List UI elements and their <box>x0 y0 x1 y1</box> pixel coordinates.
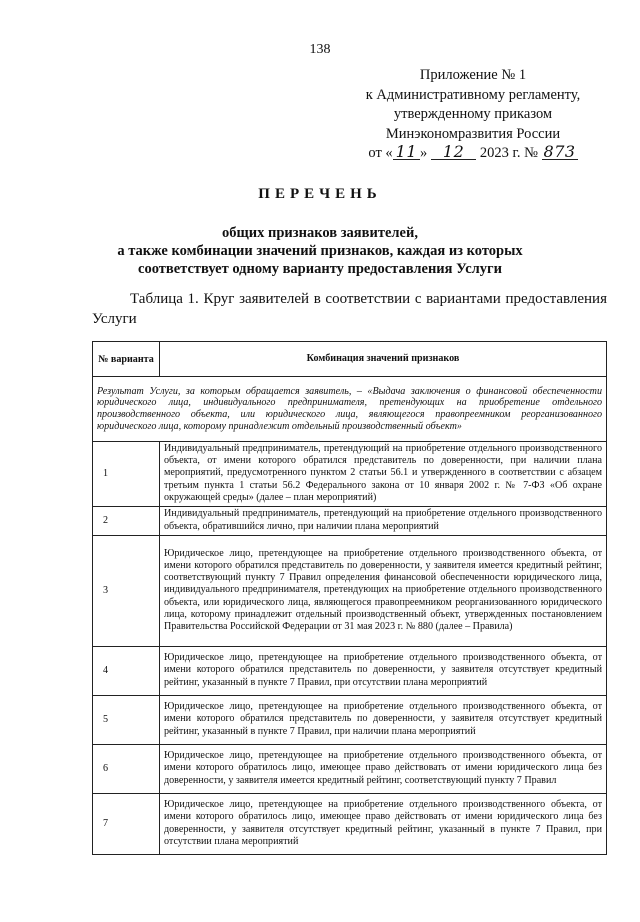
table-row <box>93 647 607 696</box>
appendix-line-3: утвержденному приказом <box>393 106 553 122</box>
document-title: ПЕРЕЧЕНЬ <box>258 186 382 202</box>
appendix-line-4: Минэкономразвития России <box>385 125 561 142</box>
variant-combination: Юридическое лицо, претендующее на приобретение отдельного производственного объекта, от имени которого обратилось лицо, имеющее право действовать от имени юридического лица без доверенности, у заявителя отсутствует кредитный рейтинг, указанный в пункте 7 Правил, при отсутствии плана мероприятий <box>160 794 607 855</box>
date-day-handwritten: 11 <box>393 145 420 160</box>
variant-combination: Юридическое лицо, претендующее на приобретение отдельного производственного объекта, от имени которого обратилось лицо, имеющее право действовать от имени юридического лица без доверенности, у заявителя имеется кредитный рейтинг, соответствующий пункту 7 Правил <box>160 745 607 794</box>
appendix-line-2: к Административному регламенту, <box>365 86 581 103</box>
date-year: 2023 г. № <box>476 145 542 161</box>
applicants-table <box>92 341 607 855</box>
table-row <box>93 507 607 536</box>
date-prefix: от « <box>368 145 393 161</box>
table-row <box>93 745 607 794</box>
variant-number: 3 <box>93 536 160 647</box>
subtitle-line-1: общих признаков заявителей, <box>222 225 418 241</box>
appendix-date-line <box>348 144 598 164</box>
variant-combination: Юридическое лицо, претендующее на приобретение отдельного производственного объекта, от имени которого обратился представитель по доверенности, у заявителя отсутствует кредитный рейтинг, указанный в пункте 7 Правил, при наличии плана мероприятий <box>160 696 607 745</box>
table-row <box>93 794 607 855</box>
table-header-row <box>93 342 607 377</box>
table-row <box>93 696 607 745</box>
page-number: 138 <box>309 42 331 57</box>
order-number-handwritten: 873 <box>543 142 576 161</box>
header-variant-number: № варианта <box>93 342 160 377</box>
date-month-handwritten: 12 <box>431 145 476 160</box>
result-description: Результат Услуги, за которым обращается заявитель, – «Выдача заключения о финансовой обеспеченности юридического лица, индивидуального предпринимателя, претендующих на приобретение отдельного производственного объекта, или юридического лица, являющегося правопреемником реорганизованного юридического лица, которому принадлежит отдельный производственный объект» <box>93 377 607 442</box>
appendix-line-1: Приложение № 1 <box>419 67 527 83</box>
subtitle-line-3: соответствует одному варианту предоставления Услуги <box>138 261 502 277</box>
variant-number: 1 <box>93 442 160 507</box>
variant-combination: Индивидуальный предприниматель, претендующий на приобретение отдельного производственного объекта, обратившийся лично, при наличии плана мероприятий <box>160 507 607 536</box>
table-row <box>93 442 607 507</box>
variant-number: 4 <box>93 647 160 696</box>
variant-number: 6 <box>93 745 160 794</box>
document-subtitle <box>0 224 640 278</box>
table-row <box>93 536 607 647</box>
variant-number: 2 <box>93 507 160 536</box>
table-caption: Таблица 1. Круг заявителей в соответствии с вариантами предоставления Услуги <box>92 291 607 327</box>
variant-number: 5 <box>93 696 160 745</box>
variant-number: 7 <box>93 794 160 855</box>
subtitle-line-2: а также комбинации значений признаков, каждая из которых <box>117 243 523 259</box>
header-combination: Комбинация значений признаков <box>160 342 607 377</box>
result-row <box>93 377 607 442</box>
variant-combination: Юридическое лицо, претендующее на приобретение отдельного производственного объекта, от имени которого обратился представитель по доверенности, у заявителя отсутствует кредитный рейтинг, указанный в пункте 7 Правил, при отсутствии плана мероприятий <box>160 647 607 696</box>
variant-combination: Юридическое лицо, претендующее на приобретение отдельного производственного объекта, от имени которого обратился представитель по доверенности, у заявителя имеется кредитный рейтинг, соответствующий пункту 7 Правил определения финансовой обеспеченности юридического лица, индивидуального предпринимателя, претендующих на приобретение отдельного производственного объекта, или юридического лица, являющегося правопреемником реорганизованного юридического лица, которому принадлежит отдельный производственный объект, утвержденных постановлением Правительства Российской Федерации от 31 мая 2023 г. № 880 (далее – Правила) <box>160 536 607 647</box>
variant-combination: Индивидуальный предприниматель, претендующий на приобретение отдельного производственного объекта, от имени которого обратился представитель по доверенности, при наличии плана мероприятий, предусмотренного пунктом 2 статьи 56.1 и утвержденного в соответствии с абзацем третьим пункта 1 статьи 56.2 Федерального закона от 10 января 2002 г. № 7-ФЗ «Об охране окружающей среды» (далее – план мероприятий) <box>160 442 607 507</box>
date-mid: » <box>420 145 431 161</box>
appendix-header <box>348 66 598 164</box>
